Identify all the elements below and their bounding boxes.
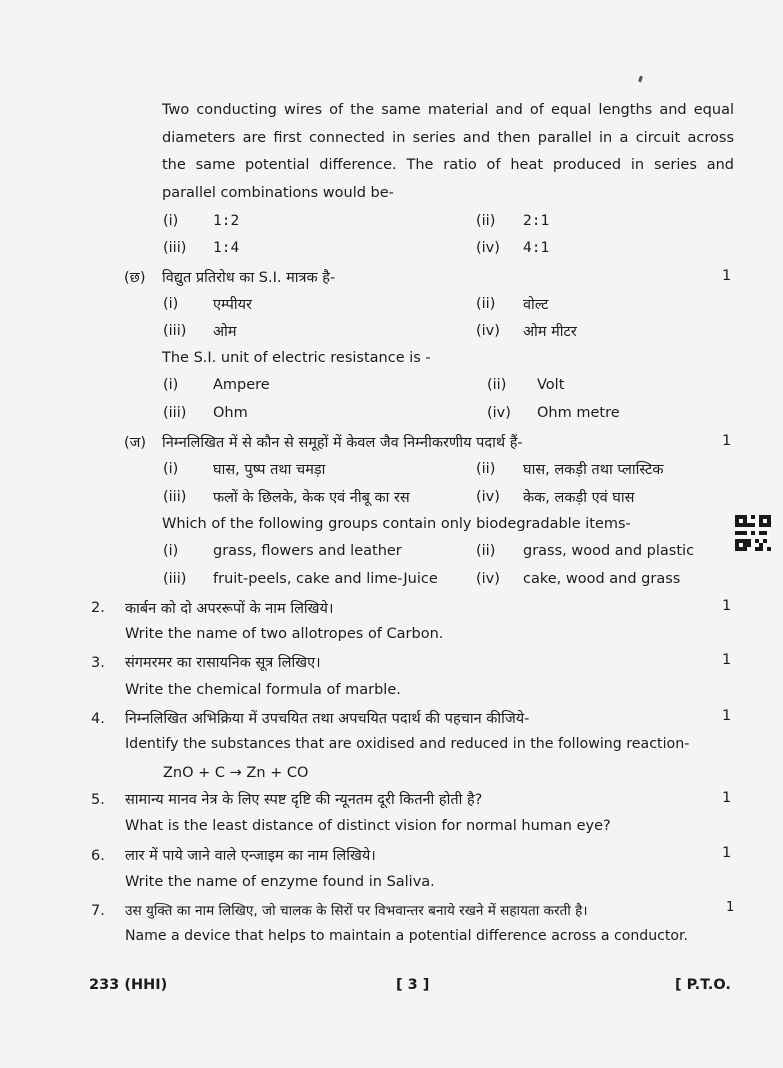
question-number: 7.: [91, 903, 105, 919]
english-question: Write the chemical formula of marble.: [125, 682, 401, 698]
marks: 1: [722, 268, 732, 284]
option-text: grass, wood and plastic: [523, 543, 695, 559]
hindi-question: उस युक्ति का नाम लिखिए, जो चालक के सिरों पर विभवान्तर बनाये रखने में सहायता करती है।: [125, 903, 588, 919]
option-number: (iv): [476, 571, 500, 587]
question-number: 2.: [91, 600, 105, 616]
hindi-question: संगमरमर का रासायनिक सूत्र लिखिए।: [125, 655, 321, 671]
marks: 1: [722, 652, 732, 668]
option-number: (i): [163, 543, 179, 559]
option-number: (i): [163, 296, 179, 312]
question-number: 5.: [91, 792, 105, 808]
option-number: (i): [163, 461, 179, 477]
paper-code: 233 (HHI): [89, 977, 168, 993]
option-number: (ii): [476, 543, 496, 559]
question-number: 6.: [91, 848, 105, 864]
marks: 1: [726, 900, 735, 915]
option-number: (ii): [476, 461, 496, 477]
hindi-question: कार्बन को दो अपररूपों के नाम लिखिये।: [125, 601, 334, 617]
option-number: (iii): [163, 405, 187, 421]
hindi-question: सामान्य मानव नेत्र के लिए स्पष्ट दृष्टि की न्यूनतम दूरी कितनी होती है?: [125, 792, 483, 808]
english-question: Write the name of two allotropes of Carbon.: [125, 626, 444, 642]
marks: 1: [722, 845, 732, 861]
ink-speck: [638, 76, 643, 83]
q1-vi-english-stem: [162, 97, 734, 207]
hindi-question: लार में पाये जाने वाले एन्जाइम का नाम लिखिये।: [125, 848, 376, 864]
question-number: 3.: [91, 655, 105, 671]
english-question: Name a device that helps to maintain a potential difference across a conductor.: [125, 928, 689, 944]
option-text: 1:4: [213, 240, 240, 256]
stem-line: the same potential difference. The ratio of heat produced in series and: [162, 157, 734, 173]
option-number: (iii): [163, 489, 187, 505]
page-number: [ 3 ]: [396, 977, 430, 993]
english-stem: The S.I. unit of electric resistance is -: [162, 350, 431, 366]
stem-line: parallel combinations would be-: [162, 184, 394, 201]
option-text: ओम मीटर: [523, 324, 577, 340]
option-number: (ii): [476, 296, 496, 312]
option-number: (iii): [163, 571, 187, 587]
option-text: 1:2: [213, 213, 240, 229]
option-number: (iv): [487, 405, 511, 421]
option-number: (iv): [476, 323, 500, 339]
option-text: ओम: [213, 324, 237, 340]
stem-line: Two conducting wires of the same material and of equal lengths and equal: [162, 102, 734, 118]
stem-line: diameters are first connected in series and then parallel in a circuit across: [162, 129, 734, 146]
option-text: 2:1: [523, 213, 550, 229]
option-text: घास, लकड़ी तथा प्लास्टिक: [523, 462, 664, 478]
option-text: Volt: [537, 377, 565, 393]
option-text: 4:1: [523, 240, 550, 256]
qr-code: [735, 515, 771, 551]
english-question: Write the name of enzyme found in Saliva.: [125, 874, 435, 890]
option-text: grass, flowers and leather: [213, 543, 402, 559]
option-text: वोल्ट: [523, 297, 549, 313]
option-text: फलों के छिलके, केक एवं नीबू का रस: [213, 490, 410, 506]
subquestion-label: (ज): [124, 435, 147, 451]
english-question: What is the least distance of distinct vision for normal human eye?: [125, 818, 611, 834]
please-turn-over: [ P.T.O.: [675, 977, 731, 993]
hindi-stem: निम्नलिखित में से कौन से समूहों में केवल जैव निम्नीकरणीय पदार्थ हैं-: [162, 435, 523, 451]
hindi-question: निम्नलिखित अभिक्रिया में उपचयित तथा अपचयित पदार्थ की पहचान कीजिये-: [125, 711, 530, 727]
option-number: (iv): [476, 489, 500, 505]
subquestion-label: (छ): [124, 270, 146, 286]
reaction-equation: ZnO + C → Zn + CO: [163, 765, 309, 781]
option-number: (iii): [163, 323, 187, 339]
option-text: Ohm metre: [537, 405, 620, 421]
option-text: घास, पुष्प तथा चमड़ा: [213, 462, 326, 478]
option-number: (iv): [476, 240, 500, 256]
marks: 1: [722, 598, 732, 614]
option-number: (iii): [163, 240, 187, 256]
marks: 1: [722, 433, 732, 449]
option-text: fruit-peels, cake and lime-Juice: [213, 571, 438, 587]
english-stem: Which of the following groups contain only biodegradable items-: [162, 516, 631, 532]
option-text: Ohm: [213, 405, 248, 421]
question-number: 4.: [91, 711, 105, 727]
marks: 1: [722, 790, 732, 806]
option-text: cake, wood and grass: [523, 571, 681, 587]
english-question: Identify the substances that are oxidised and reduced in the following reaction-: [125, 736, 690, 752]
option-number: (i): [163, 213, 179, 229]
option-number: (i): [163, 377, 179, 393]
option-text: केक, लकड़ी एवं घास: [523, 490, 635, 506]
option-text: Ampere: [213, 377, 270, 393]
hindi-stem: विद्युत प्रतिरोध का S.I. मात्रक है-: [162, 270, 336, 286]
option-text: एम्पीयर: [213, 297, 252, 313]
option-number: (ii): [487, 377, 507, 393]
marks: 1: [722, 708, 732, 724]
option-number: (ii): [476, 213, 496, 229]
